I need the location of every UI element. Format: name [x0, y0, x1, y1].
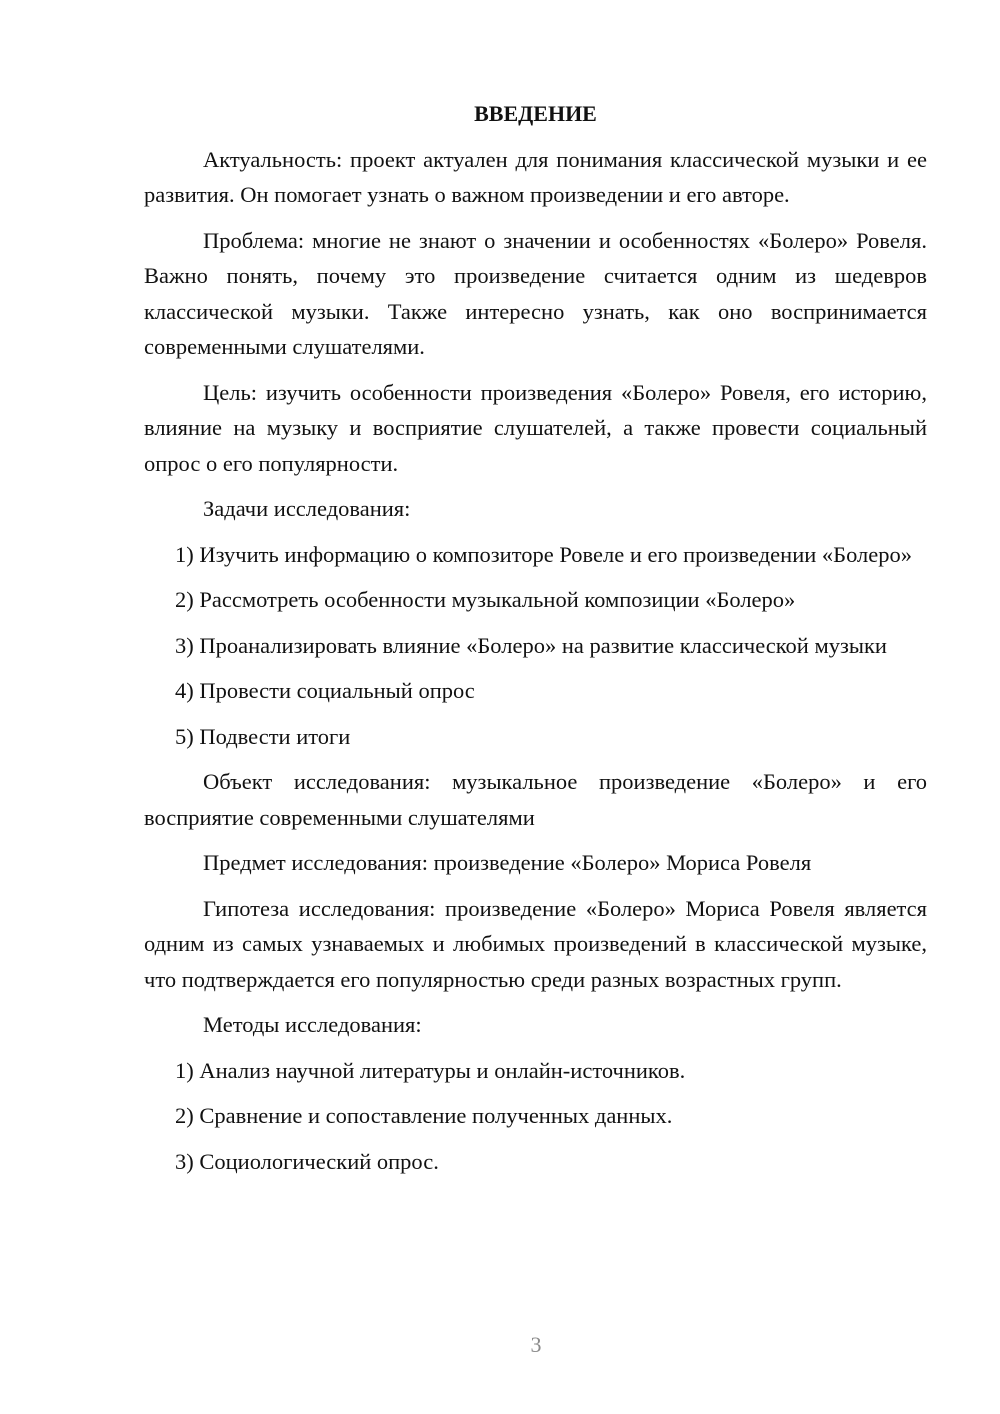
object-paragraph: Объект исследования: музыкальное произведение «Болеро» и его восприятие современными слушателями: [144, 769, 927, 830]
method-item-2: 2) Сравнение и сопоставление полученных данных.: [175, 1103, 673, 1128]
hypothesis-paragraph: Гипотеза исследования: произведение «Болеро» Мориса Ровеля является одним из самых узнаваемых и любимых произведений в классической музыке, что подтверждается его популярностью среди разных возрастных групп.: [144, 895, 927, 992]
problem-paragraph: Проблема: многие не знают о значении и особенностях «Болеро» Ровеля. Важно понять, почему это произведение считается одним из шедевров классической музыки. Также интересно узнать, как оно воспринимается современными слушателями.: [144, 227, 927, 359]
task-item-3: 3) Проанализировать влияние «Болеро» на развитие классической музыки: [175, 632, 887, 658]
document-body: [144, 96, 927, 1189]
task-item-5: 5) Подвести итоги: [175, 723, 351, 749]
task-item-1: 1) Изучить информацию о композиторе Ровеле и его произведении «Болеро»: [175, 541, 912, 567]
subject-paragraph: Предмет исследования: произведение «Болеро» Мориса Ровеля: [203, 850, 812, 875]
task-item-2: 2) Рассмотреть особенности музыкальной композиции «Болеро»: [175, 587, 796, 612]
tasks-heading: Задачи исследования:: [203, 496, 411, 521]
page-number: 3: [530, 1332, 542, 1357]
relevance-paragraph: Актуальность: проект актуален для понимания классической музыки и ее развития. Он помогает узнать о важном произведении и его авторе.: [144, 146, 927, 207]
methods-heading: Методы исследования:: [203, 1012, 422, 1037]
method-item-1: 1) Анализ научной литературы и онлайн-источников.: [175, 1057, 686, 1083]
goal-paragraph: Цель: изучить особенности произведения «Болеро» Ровеля, его историю, влияние на музыку и восприятие слушателей, а также провести социальный опрос о его популярности.: [144, 379, 927, 476]
page-title: ВВЕДЕНИЕ: [474, 101, 597, 126]
method-item-3: 3) Социологический опрос.: [175, 1148, 439, 1174]
task-item-4: 4) Провести социальный опрос: [175, 678, 475, 703]
